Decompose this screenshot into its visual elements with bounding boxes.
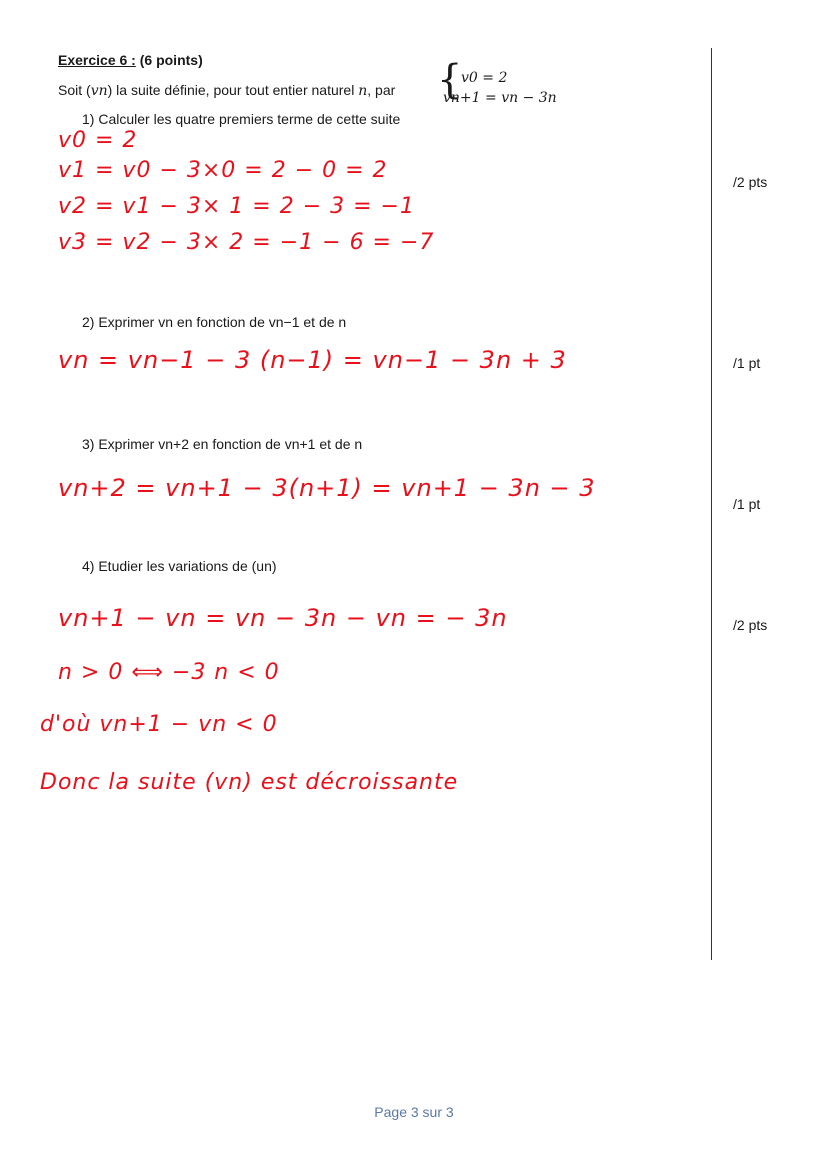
- answer-q4-line-2: n > 0 ⟺ −3 n < 0: [58, 660, 280, 685]
- system-line-1: v0 = 2: [461, 70, 508, 86]
- title-underlined: Exercice 6 :: [58, 52, 136, 68]
- question-1: 1) Calculer les quatre premiers terme de cette suite: [82, 111, 401, 127]
- answer-q4-line-4: Donc la suite (vn) est décroissante: [40, 770, 459, 795]
- answer-q1-line-2: v1 = v0 − 3×0 = 2 − 0 = 2: [58, 158, 388, 183]
- exercise-intro: Soit (vn) la suite définie, pour tout entier naturel n, par: [58, 82, 396, 99]
- answer-q4-line-1: vn+1 − vn = vn − 3n − vn = − 3n: [58, 604, 508, 632]
- question-4: 4) Etudier les variations de (un): [82, 558, 277, 574]
- points-q4: /2 pts: [733, 617, 768, 633]
- title-points: (6 points): [135, 52, 203, 68]
- answer-q4-line-3: d'où vn+1 − vn < 0: [40, 712, 278, 737]
- points-q3: /1 pt: [733, 496, 761, 512]
- system-line-2: vn+1 = vn − 3n: [443, 90, 557, 106]
- exercise-title: [58, 52, 203, 68]
- answer-q1-line-1: v0 = 2: [58, 128, 138, 153]
- points-q2: /1 pt: [733, 355, 761, 371]
- page-footer: Page 3 sur 3: [374, 1104, 454, 1120]
- system-brace: {: [437, 57, 463, 103]
- points-q1: /2 pts: [733, 174, 768, 190]
- answer-q3: vn+2 = vn+1 − 3(n+1) = vn+1 − 3n − 3: [58, 474, 596, 502]
- question-2: 2) Exprimer vn en fonction de vn−1 et de n: [82, 314, 347, 330]
- question-3: 3) Exprimer vn+2 en fonction de vn+1 et de n: [82, 436, 363, 452]
- answer-q1-line-4: v3 = v2 − 3× 2 = −1 − 6 = −7: [58, 230, 435, 255]
- recurrence-system: [437, 57, 597, 108]
- answer-q2: vn = vn−1 − 3 (n−1) = vn−1 − 3n + 3: [58, 346, 567, 374]
- margin-divider: [711, 48, 712, 960]
- answer-q1-line-3: v2 = v1 − 3× 1 = 2 − 3 = −1: [58, 194, 415, 219]
